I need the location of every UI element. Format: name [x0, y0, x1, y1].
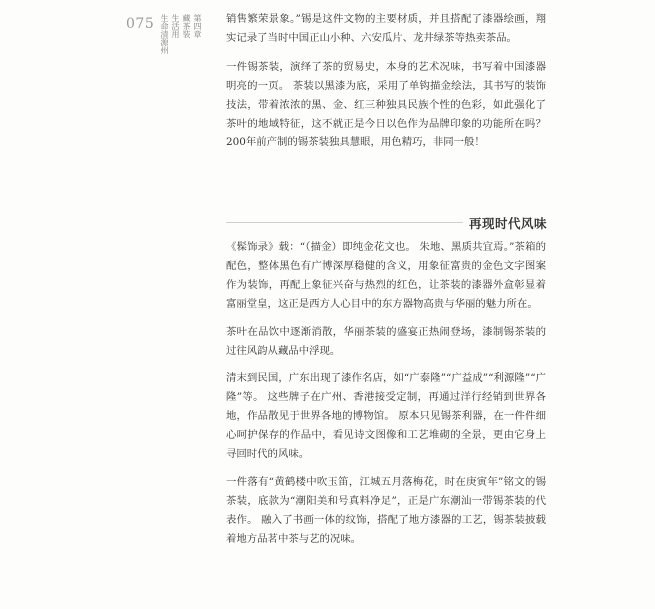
- chapter-title-line-1: 藏茶装: [182, 14, 191, 38]
- paragraph: 一件锡茶装，演绎了茶的贸易史，本身的艺术况味，书写着中国漆器明亮的一页。 茶装以黑漆为底，采用了单钩描金绘法，其书写的装饰技法，带着浓浓的黑、金、红三种独具民族个性的色彩，如此强化了茶叶的地域特征，这不就正是今日以色作为品牌印象的功能所在吗？ 200年前产制的锡茶装独具慧眼，用色精巧，非同一般！: [226, 60, 546, 149]
- paragraph: 清末到民国，广东出现了漆作名店，如“广泰隆”“广益成”“利源隆”“广隆”等。 这些牌子在广州、香港接受定制，再通过洋行经销到世界各地，作品散见于世界各地的博物馆。 原本只见锡茶利器，在一件件细心呵护保存的作品中，看见诗文图像和工艺堆砌的全景，更由它身上寻回时代的风味。: [226, 372, 546, 461]
- top-text-block: [226, 10, 546, 152]
- chapter-running-head: [160, 14, 202, 54]
- paragraph: 销售繁荣景象。”锡是这件文物的主要材质，并且搭配了漆器绘画，翔实记录了当时中国正山小种、六安瓜片、龙井绿茶等热卖茶品。: [226, 13, 546, 44]
- paragraph: 一件落有“黄鹤楼中吹玉笛，江城五月落梅花，时在庚寅年”铭文的锡茶装，底款为“潮阳美和号真料净足”，正是广东潮汕一带锡茶装的代表作。 融入了书画一体的纹饰，搭配了地方漆器的工艺，锡茶装披载着地方品茗中茶与艺的况味。: [226, 475, 546, 545]
- chapter-title-line-3: 生命清源州: [160, 14, 169, 54]
- paragraph: 茶叶在品饮中逐渐消散，华丽茶装的盛宴正热闹登场，漆制锡茶装的过往风韵从藏品中浮现。: [226, 325, 546, 357]
- page-number: 075: [126, 16, 155, 32]
- paragraph: 《髹饰录》载：“（描金）即纯金花文也。 朱地、黑质共宜焉。”茶箱的配色，整体黑色有广博深厚稳健的含义，用象征富贵的金色文字图案作为装饰，再配上象征兴奋与热烈的红色，让茶装的漆器外盒彰显着富丽堂皇，这正是西方人心目中的东方器物高贵与华丽的魅力所在。: [226, 241, 546, 310]
- chapter-title-line-2: 生活用: [171, 14, 180, 38]
- bottom-text-block: [226, 238, 546, 549]
- chapter-number: 第四章: [193, 14, 202, 38]
- section-heading: 再现时代风味: [463, 214, 547, 232]
